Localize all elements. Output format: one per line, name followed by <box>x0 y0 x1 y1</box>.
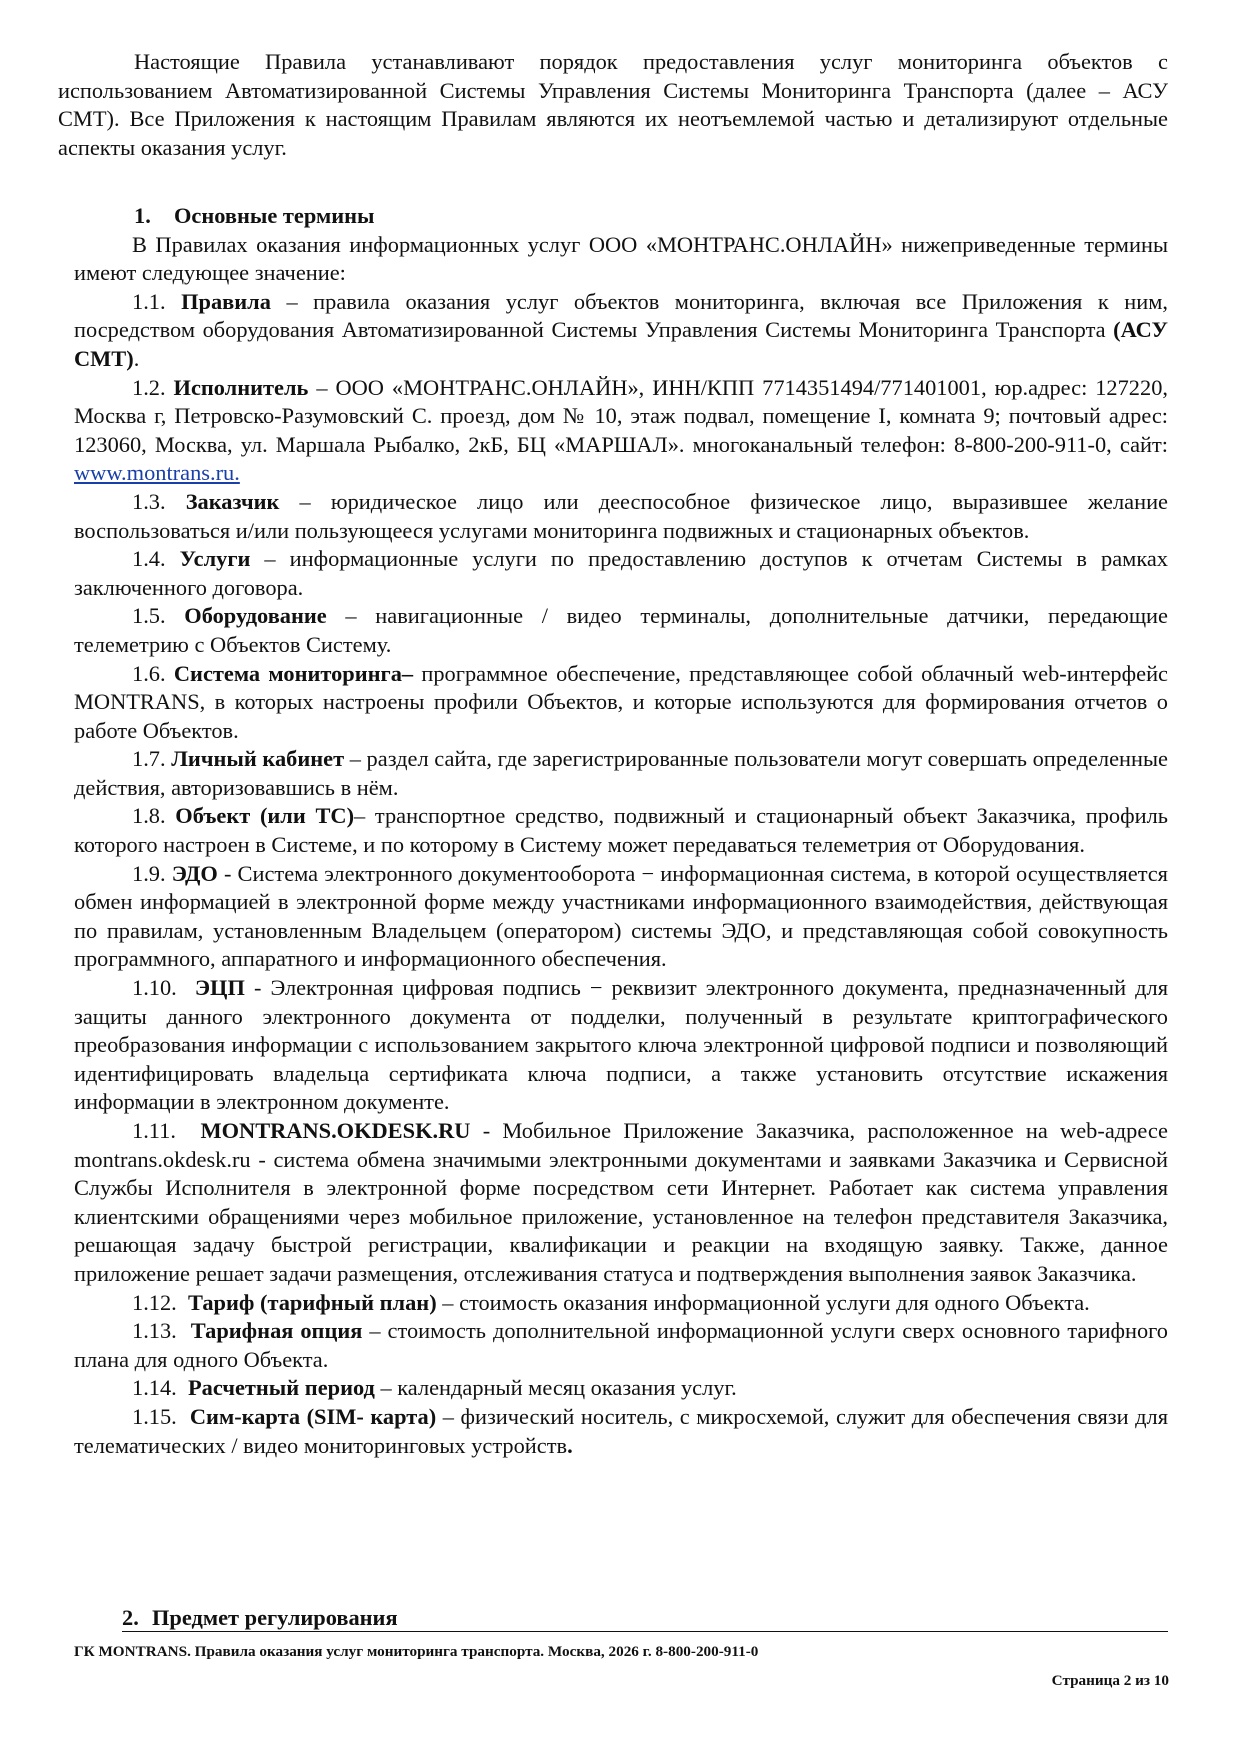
term-name: Заказчик <box>185 488 280 514</box>
term-definition: – навигационные / видео терминалы, дополнительные датчики, передающие телеметрию с Объектов Систему. <box>74 603 1168 657</box>
intro-paragraph: Настоящие Правила устанавливают порядок предоставления услуг мониторинга объектов с использованием Автоматизированной Системы Управления Системы Мониторинга Транспорта (далее – АСУ СМТ). Все Приложения к настоящим Правилам являются их неотъемлемой частью и детализируют отдельные аспекты оказания услуг. <box>58 49 1168 160</box>
term-definition: – стоимость дополнительной информационной услуги сверх основного тарифного плана для одного Объекта. <box>74 1318 1169 1372</box>
term-name: Услуги <box>179 546 251 572</box>
term-definition: программное обеспечение, представляющее собой облачный web-интерфейс MONTRANS, в которых настроены профили Объектов, и которые используются для формирования отчетов о работе Объектов. <box>74 660 1168 743</box>
term-number: 1.10. <box>132 975 177 1001</box>
term-definition: – информационные услуги по предоставлению доступов к отчетам Системы в рамках заключенного договора. <box>74 546 1168 600</box>
term-definition: – ООО «МОНТРАНС.ОНЛАЙН», ИНН/КПП 7714351494/771401001, юр.адрес: 127220, Москва г, Петровско-Разумовский С. проезд, дом № 10, этаж подвал, помещение I, комната 9; почтовый адрес: 123060, Москва, ул. Маршала Рыбалко, 2кБ, БЦ «МАРШАЛ». многоканальный телефон: 8-800-200-911-0, сайт: <box>74 374 1168 457</box>
section-title: Основные термины <box>174 203 375 228</box>
term-number: 1.6. <box>132 660 166 686</box>
term-definition: – календарный месяц оказания услуг. <box>374 1375 737 1401</box>
term-number: 1.15. <box>132 1403 177 1429</box>
term-name: Объект (или ТС) <box>175 803 355 829</box>
section-lead: В Правилах оказания информационных услуг ООО «МОНТРАНС.ОНЛАЙН» нижеприведенные термины имеют следующее значение: <box>74 231 1168 286</box>
term-definition: – раздел сайта, где зарегистрированные пользователи могут совершать определенные действия, авторизовавшись в нём. <box>74 746 1168 800</box>
term-1-10 <box>74 974 1168 1117</box>
term-abbreviation: (АСУ СМТ) <box>74 317 1168 371</box>
term-definition: – физический носитель, с микросхемой, служит для обеспечения связи для телематических / видео мониторинговых устройств <box>74 1403 1169 1458</box>
page-footer: ГК MONTRANS. Правила оказания услуг мониторинга транспорта. Москва, 2026 г. 8-800-200-911-0 <box>74 1643 759 1660</box>
term-number: 1.5. <box>132 603 166 629</box>
term-end: . <box>567 1432 573 1458</box>
section-number: 2. <box>122 1605 139 1630</box>
term-name: MONTRANS.OKDESK.RU <box>200 1118 471 1143</box>
term-definition: - Система электронного документооборота − информационная система, в которой осуществляется обмен информацией в электронной форме между участниками информационного взаимодействия, действующая по правилам, установленным Владельцем (оператором) системы ЭДО, и представляющая собой совокупность программного, аппаратного и информационного обеспечения. <box>74 860 1168 972</box>
term-1-4 <box>74 545 1168 602</box>
term-number: 1.2. <box>132 374 166 400</box>
section-title: Предмет регулирования <box>152 1605 398 1630</box>
term-name: Исполнитель <box>173 374 309 400</box>
term-definition: – юридическое лицо или дееспособное физическое лицо, выразившее желание воспользоваться и/или пользующееся услугами мониторинга подвижных и стационарных объектов. <box>74 488 1168 543</box>
term-name: Тарифная опция <box>190 1318 363 1344</box>
term-name: Тариф (тарифный план) <box>187 1289 437 1315</box>
term-1-6 <box>74 660 1168 746</box>
term-1-13 <box>74 1317 1168 1374</box>
section-number: 1. <box>134 203 151 228</box>
section-heading <box>74 202 1168 231</box>
intro-section <box>58 48 1168 162</box>
term-definition: - Мобильное Приложение Заказчика, расположенное на web-адресе montrans.okdesk.ru - система обмена значимыми электронными документами и заявками Заказчика и Сервисной Службы Исполнителя в электронной форме посредством сети Интернет. Работает как система управления клиентскими обращениями через мобильное приложение, установленное на телефон представителя Заказчика, решающая задачу быстрой регистрации, квалификации и реакции на входящую заявку. Также, данное приложение решает задачи размещения, отслеживания статуса и подтверждения выполнения заявок Заказчика. <box>74 1118 1168 1286</box>
term-1-5 <box>74 602 1168 659</box>
website-link[interactable]: www.montrans.ru. <box>74 460 240 486</box>
term-name: Правила <box>181 288 271 314</box>
term-name: ЭЦП <box>194 975 245 1001</box>
term-1-1 <box>74 288 1168 374</box>
term-1-8 <box>74 802 1168 859</box>
term-name: Система мониторинга– <box>173 660 414 686</box>
term-1-2 <box>74 374 1168 488</box>
term-name: Личный кабинет <box>171 746 345 772</box>
term-end: . <box>133 345 140 371</box>
term-definition: - Электронная цифровая подпись − реквизит электронного документа, предназначенный для защиты данного электронного документа от подделки, полученный в результате криптографического преобразования информации с использованием закрытого ключа электронной цифровой подписи и позволяющий идентифицировать владельца сертификата ключа подписи, а также установить отсутствие искажения информации в электронном документе. <box>74 975 1168 1115</box>
page-number: Страница 2 из 10 <box>1051 1672 1169 1689</box>
term-number: 1.7. <box>132 746 166 772</box>
term-number: 1.1. <box>132 288 166 314</box>
term-1-9 <box>74 860 1168 974</box>
term-definition: – правила оказания услуг объектов мониторинга, включая все Приложения к ним, посредством оборудования Автоматизированной Системы Управления Системы Мониторинга Транспорта <box>74 288 1168 343</box>
term-number: 1.9. <box>132 860 166 886</box>
term-1-3 <box>74 488 1168 545</box>
term-1-12 <box>74 1289 1168 1318</box>
term-number: 1.3. <box>132 488 166 514</box>
term-name: Оборудование <box>184 603 327 629</box>
term-1-14 <box>74 1374 1168 1403</box>
term-name: Сим-карта (SIM- карта) <box>189 1403 437 1429</box>
term-name: Расчетный период <box>187 1375 375 1401</box>
term-number: 1.11. <box>132 1118 176 1143</box>
section-basic-terms <box>74 202 1168 1460</box>
term-definition: – транспортное средство, подвижный и стационарный объект Заказчика, профиль которого настроен в Системе, и по которому в Систему может передаваться телеметрия от Оборудования. <box>74 803 1168 858</box>
term-number: 1.12. <box>132 1289 177 1315</box>
term-1-7 <box>74 745 1168 802</box>
term-number: 1.13. <box>132 1318 177 1344</box>
term-name: ЭДО <box>171 860 218 886</box>
term-1-11 <box>74 1117 1168 1289</box>
term-definition: – стоимость оказания информационной услуги для одного Объекта. <box>436 1289 1090 1315</box>
term-number: 1.14. <box>132 1375 177 1401</box>
term-number: 1.8. <box>132 803 166 829</box>
term-1-15 <box>74 1403 1168 1460</box>
term-number: 1.4. <box>132 546 166 572</box>
section-regulation-subject <box>122 1605 1168 1632</box>
